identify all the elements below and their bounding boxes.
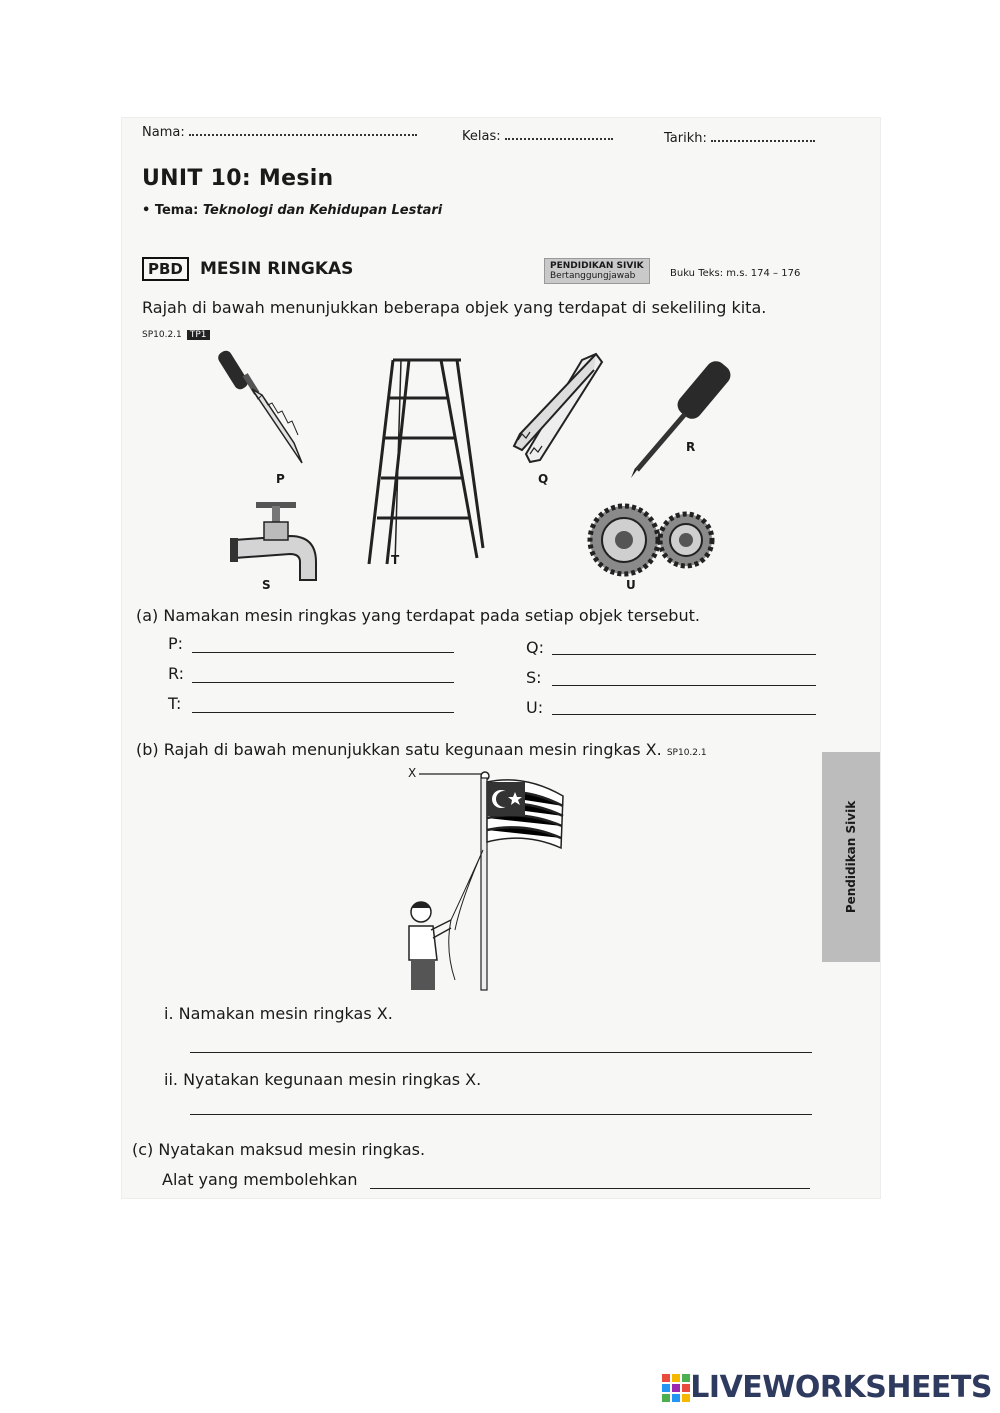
object-label-t: T — [391, 553, 400, 567]
answer-line-r[interactable] — [192, 682, 454, 683]
side-tab-label: Pendidikan Sivik — [844, 800, 858, 914]
faucet-icon — [230, 500, 325, 585]
screwdriver-icon — [625, 352, 755, 482]
kelas-label: Kelas: — [462, 129, 501, 144]
liveworksheets-logo[interactable] — [662, 1370, 992, 1405]
tarikh-dotted-line[interactable] — [711, 130, 815, 142]
answer-line-q[interactable] — [552, 654, 816, 655]
object-label-q: Q — [538, 472, 549, 486]
answer-label-q: Q: — [526, 638, 544, 657]
kelas-field — [462, 128, 613, 144]
sp-code: SP10.2.1 — [142, 330, 182, 340]
object-label-p: P — [276, 472, 285, 486]
nama-field — [142, 124, 417, 140]
kelas-dotted-line[interactable] — [505, 128, 613, 140]
tema-label: • Tema: — [142, 203, 199, 218]
answer-label-u: U: — [526, 698, 544, 717]
object-label-r: R — [686, 440, 696, 454]
answer-line-s[interactable] — [552, 685, 816, 686]
answer-line-u[interactable] — [552, 714, 816, 715]
civic-badge-subtitle: Bertanggungjawab — [550, 271, 636, 281]
answer-line-p[interactable] — [192, 652, 454, 653]
nama-label: Nama: — [142, 125, 185, 140]
tarikh-label: Tarikh: — [664, 131, 707, 146]
liveworksheets-logo-icon — [662, 1374, 690, 1402]
part-b-sp-code: SP10.2.1 — [666, 748, 707, 758]
part-b-q2: ii. Nyatakan kegunaan mesin ringkas X. — [164, 1070, 482, 1089]
ladder-icon — [365, 358, 485, 568]
part-b-q1: i. Namakan mesin ringkas X. — [164, 1004, 393, 1023]
part-b-question — [136, 740, 707, 759]
part-b-q2-answer-line[interactable] — [190, 1114, 812, 1115]
unit-title: UNIT 10: Mesin — [142, 166, 334, 191]
answer-label-r: R: — [168, 664, 185, 683]
answer-label-s: S: — [526, 668, 542, 687]
textbook-reference: Buku Teks: m.s. 174 – 176 — [670, 268, 801, 279]
nama-dotted-line[interactable] — [189, 124, 417, 136]
part-c-answer-line[interactable] — [370, 1188, 810, 1189]
gears-icon — [582, 500, 722, 580]
civic-badge — [544, 258, 650, 284]
part-b-q1-answer-line[interactable] — [190, 1052, 812, 1053]
worksheet-page — [122, 118, 880, 1198]
tema-value: Teknologi dan Kehidupan Lestari — [202, 203, 443, 218]
tarikh-field — [664, 130, 815, 146]
object-label-u: U — [626, 578, 636, 592]
answer-line-t[interactable] — [192, 712, 454, 713]
tongs-icon — [510, 350, 610, 470]
part-c-prompt: Alat yang membolehkan — [162, 1170, 358, 1189]
part-b-question-text: (b) Rajah di bawah menunjukkan satu kegunaan mesin ringkas X. — [136, 740, 662, 759]
object-label-s: S — [262, 578, 271, 592]
answer-label-p: P: — [168, 634, 184, 653]
side-tab — [822, 752, 880, 962]
part-a-question: (a) Namakan mesin ringkas yang terdapat pada setiap objek tersebut. — [136, 606, 700, 625]
liveworksheets-logo-text: LIVEWORKSHEETS — [690, 1370, 992, 1405]
tp-badge: TP1 — [187, 330, 210, 340]
intro-sp-row — [142, 322, 210, 341]
flagpole-illustration — [395, 770, 570, 992]
part-c-question: (c) Nyatakan maksud mesin ringkas. — [132, 1140, 426, 1159]
civic-badge-title: PENDIDIKAN SIVIK — [550, 261, 644, 271]
answer-label-t: T: — [168, 694, 182, 713]
knife-icon — [222, 345, 312, 475]
x-label: X — [408, 766, 417, 780]
tema-line — [142, 203, 442, 218]
intro-text: Rajah di bawah menunjukkan beberapa objek yang terdapat di sekeliling kita. — [142, 298, 767, 317]
pbd-box: PBD — [142, 257, 189, 281]
section-title: MESIN RINGKAS — [200, 259, 354, 279]
